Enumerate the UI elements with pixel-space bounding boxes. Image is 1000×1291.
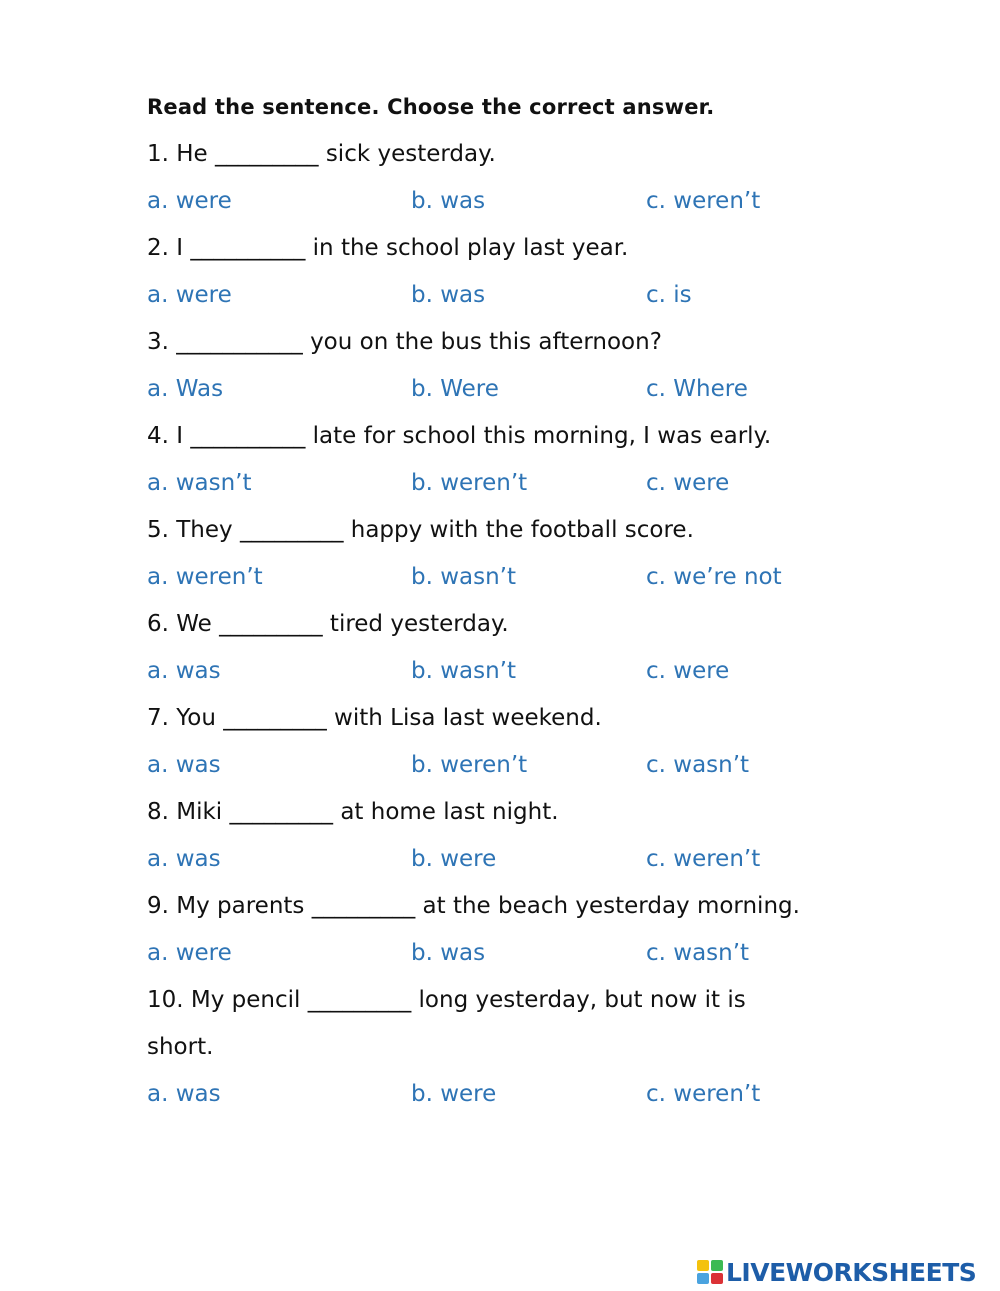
- question-9: [147, 887, 947, 981]
- brand-name: LIVEWORKSHEETS: [726, 1257, 977, 1287]
- answer-options: [147, 464, 947, 511]
- option-b[interactable]: b. were: [411, 1081, 497, 1107]
- liveworksheets-brand: [697, 1257, 976, 1287]
- option-c[interactable]: c. is: [646, 282, 692, 308]
- option-b[interactable]: b. weren’t: [411, 752, 528, 778]
- question-stem: 7. You _________ with Lisa last weekend.: [147, 705, 602, 731]
- option-b[interactable]: b. were: [411, 846, 497, 872]
- option-c[interactable]: c. weren’t: [646, 1081, 761, 1107]
- answer-options: [147, 558, 947, 605]
- question-stem-continuation: short.: [147, 1034, 214, 1060]
- question-stem: 10. My pencil _________ long yesterday, but now it is: [147, 987, 746, 1013]
- option-a[interactable]: a. were: [147, 282, 232, 308]
- option-a[interactable]: a. weren’t: [147, 564, 263, 590]
- question-3: [147, 323, 947, 417]
- answer-options: [147, 746, 947, 793]
- question-4: [147, 417, 947, 511]
- answer-options: [147, 1075, 947, 1122]
- answer-options: [147, 840, 947, 887]
- question-text: [147, 511, 877, 558]
- option-c[interactable]: c. we’re not: [646, 564, 782, 590]
- question-1: [147, 135, 947, 229]
- option-c[interactable]: c. wasn’t: [646, 940, 750, 966]
- option-b[interactable]: b. wasn’t: [411, 658, 517, 684]
- question-text: [147, 323, 877, 370]
- answer-options: [147, 182, 947, 229]
- question-text: [147, 793, 877, 840]
- option-b[interactable]: b. was: [411, 188, 486, 214]
- question-text: [147, 605, 877, 652]
- question-stem: 5. They _________ happy with the football score.: [147, 517, 694, 543]
- question-stem: 2. I __________ in the school play last year.: [147, 235, 629, 261]
- question-7: [147, 699, 947, 793]
- question-text: [147, 417, 877, 464]
- question-text: [147, 135, 877, 182]
- option-a[interactable]: a. was: [147, 752, 221, 778]
- option-a[interactable]: a. was: [147, 1081, 221, 1107]
- question-8: [147, 793, 947, 887]
- question-6: [147, 605, 947, 699]
- option-b[interactable]: b. was: [411, 940, 486, 966]
- question-text: [147, 229, 877, 276]
- option-a[interactable]: a. Was: [147, 376, 224, 402]
- question-stem: 4. I __________ late for school this morning, I was early.: [147, 423, 772, 449]
- question-5: [147, 511, 947, 605]
- question-2: [147, 229, 947, 323]
- answer-options: [147, 934, 947, 981]
- question-stem: 8. Miki _________ at home last night.: [147, 799, 559, 825]
- question-stem: 3. ___________ you on the bus this afternoon?: [147, 329, 662, 355]
- option-a[interactable]: a. was: [147, 846, 221, 872]
- question-10: [147, 981, 947, 1122]
- option-b[interactable]: b. Were: [411, 376, 499, 402]
- option-a[interactable]: a. wasn’t: [147, 470, 252, 496]
- option-c[interactable]: c. wasn’t: [646, 752, 750, 778]
- option-c[interactable]: c. were: [646, 658, 730, 684]
- option-b[interactable]: b. weren’t: [411, 470, 528, 496]
- answer-options: [147, 276, 947, 323]
- answer-options: [147, 370, 947, 417]
- option-c[interactable]: c. weren’t: [646, 846, 761, 872]
- question-stem: 9. My parents _________ at the beach yesterday morning.: [147, 893, 800, 919]
- question-text: [147, 981, 877, 1075]
- option-a[interactable]: a. were: [147, 940, 232, 966]
- option-c[interactable]: c. Where: [646, 376, 748, 402]
- worksheet: [147, 88, 947, 1122]
- worksheet-instruction: Read the sentence. Choose the correct answer.: [147, 95, 715, 119]
- option-b[interactable]: b. wasn’t: [411, 564, 517, 590]
- question-text: [147, 887, 877, 934]
- question-text: [147, 699, 877, 746]
- question-stem: 6. We _________ tired yesterday.: [147, 611, 509, 637]
- option-a[interactable]: a. were: [147, 188, 232, 214]
- answer-options: [147, 652, 947, 699]
- option-a[interactable]: a. was: [147, 658, 221, 684]
- option-b[interactable]: b. was: [411, 282, 486, 308]
- question-stem: 1. He _________ sick yesterday.: [147, 141, 496, 167]
- option-c[interactable]: c. weren’t: [646, 188, 761, 214]
- liveworksheets-logo-icon: [697, 1260, 723, 1284]
- option-c[interactable]: c. were: [646, 470, 730, 496]
